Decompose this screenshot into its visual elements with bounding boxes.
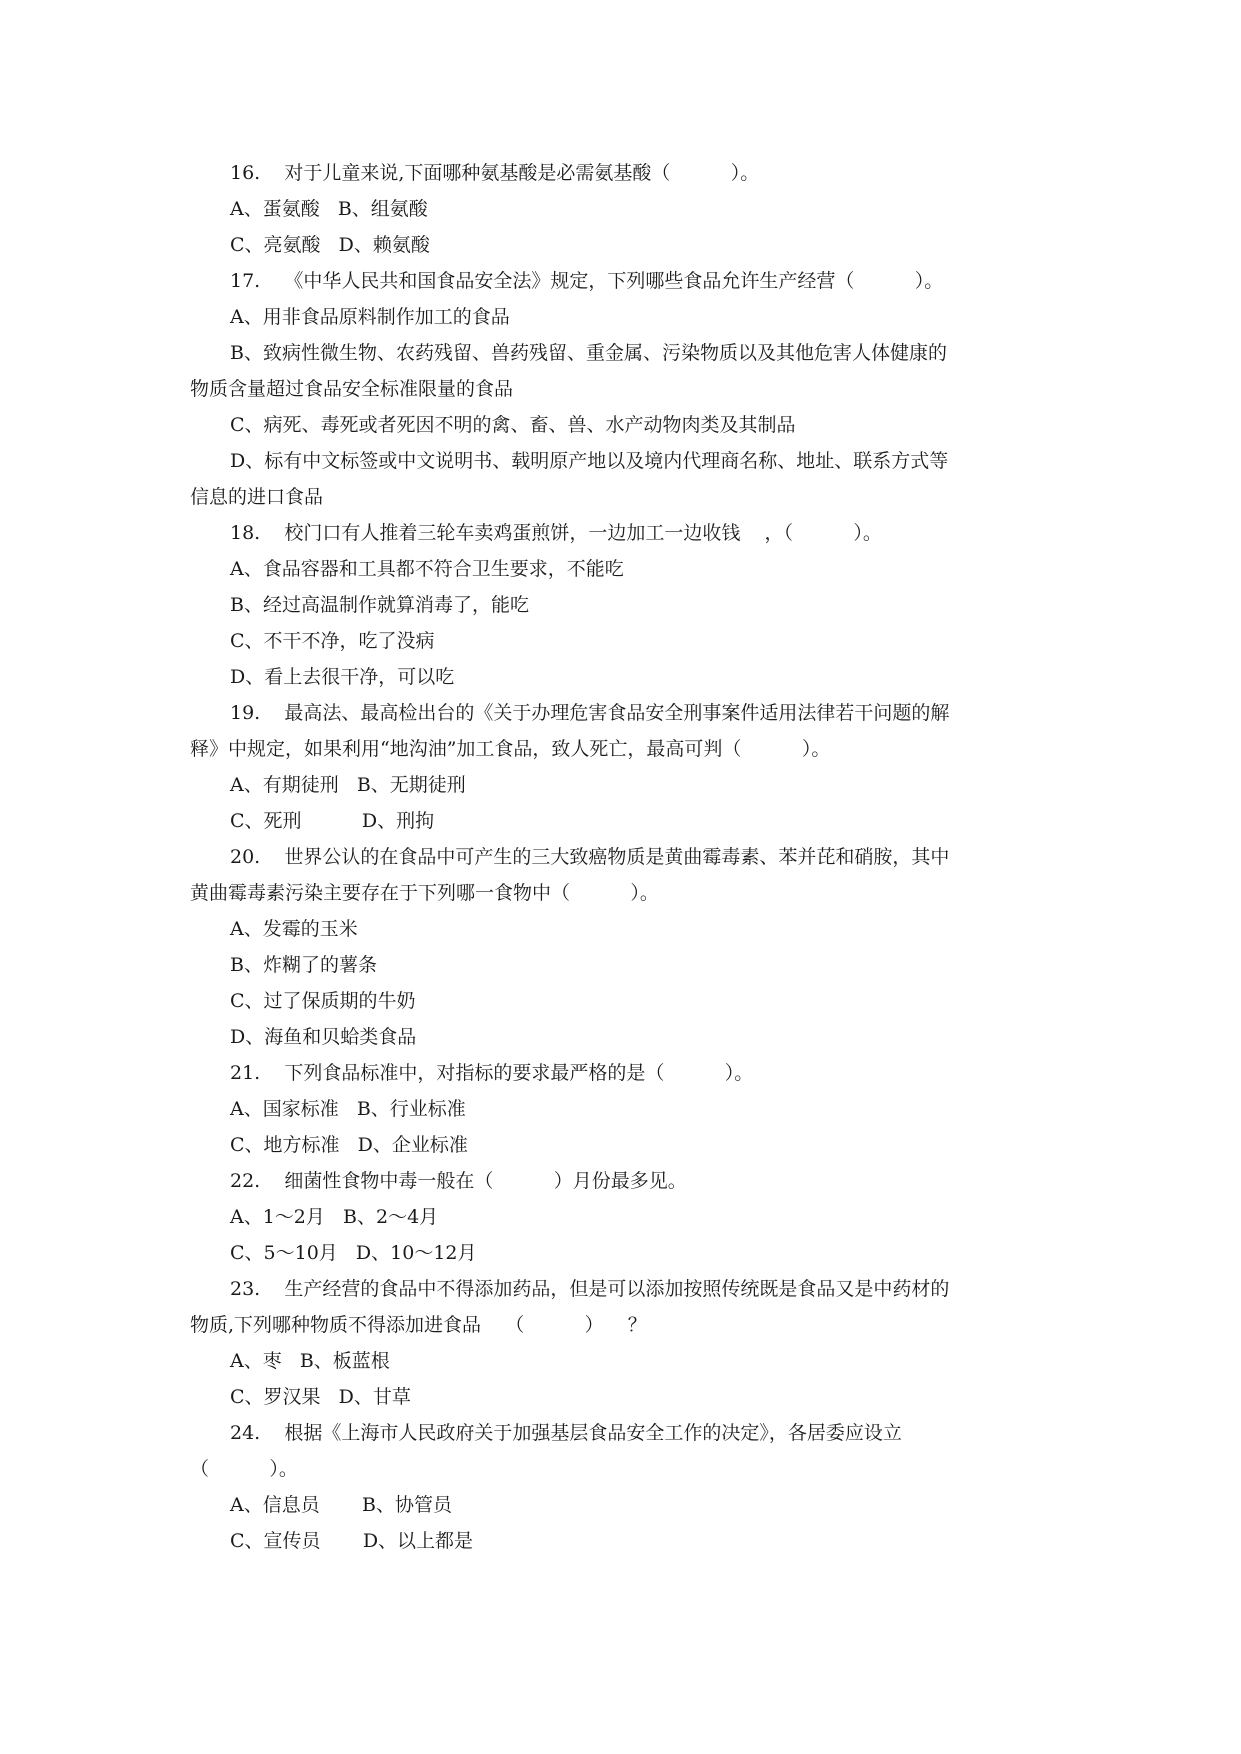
text-line: C、亮氨酸 D、赖氨酸 [230, 234, 430, 256]
text-line: 19. 最高法、最高检出台的《关于办理危害食品安全刑事案件适用法律若干问题的解 [230, 702, 950, 724]
text-line: D、海鱼和贝蛤类食品 [230, 1026, 417, 1048]
text-line: 17. 《中华人民共和国食品安全法》规定，下列哪些食品允许生产经营（ ）。 [230, 270, 944, 292]
text-line: 18. 校门口有人推着三轮车卖鸡蛋煎饼，一边加工一边收钱 ，（ ）。 [230, 522, 882, 544]
text-line: 21. 下列食品标准中，对指标的要求最严格的是（ ）。 [230, 1062, 754, 1084]
text-line-continuation: 物质,下列哪种物质不得添加进食品 （ ） ？ [190, 1314, 647, 1336]
text-line: C、不干不净，吃了没病 [230, 630, 435, 652]
text-line-continuation: 黄曲霉毒素污染主要存在于下列哪一食物中（ ）。 [190, 882, 659, 904]
text-line: 23. 生产经营的食品中不得添加药品，但是可以添加按照传统既是食品又是中药材的 [230, 1278, 950, 1300]
text-line: C、罗汉果 D、甘草 [230, 1386, 411, 1408]
text-line: C、死刑 D、刑拘 [230, 810, 435, 832]
text-line: A、信息员 B、协管员 [230, 1494, 452, 1516]
text-line: A、食品容器和工具都不符合卫生要求，不能吃 [230, 558, 624, 580]
text-line: A、枣 B、板蓝根 [230, 1350, 390, 1372]
text-line: A、有期徒刑 B、无期徒刑 [230, 774, 466, 796]
text-line: D、标有中文标签或中文说明书、载明原产地以及境内代理商名称、地址、联系方式等 [230, 450, 949, 472]
text-line: C、5～10月 D、10～12月 [230, 1242, 477, 1264]
text-line: B、经过高温制作就算消毒了，能吃 [230, 594, 529, 616]
text-line: C、病死、毒死或者死因不明的禽、畜、兽、水产动物肉类及其制品 [230, 414, 796, 436]
text-line: A、蛋氨酸 B、组氨酸 [230, 198, 428, 220]
text-line: C、地方标准 D、企业标准 [230, 1134, 468, 1156]
text-line: A、发霉的玉米 [230, 918, 358, 940]
text-line: C、宣传员 D、以上都是 [230, 1530, 474, 1552]
text-line: C、过了保质期的牛奶 [230, 990, 416, 1012]
text-line-continuation: 释》中规定，如果利用“地沟油”加工食品，致人死亡，最高可判（ ）。 [190, 738, 831, 760]
text-line: B、致病性微生物、农药残留、兽药残留、重金属、污染物质以及其他危害人体健康的 [230, 342, 947, 364]
text-line: 22. 细菌性食物中毒一般在（ ）月份最多见。 [230, 1170, 687, 1192]
text-line: 20. 世界公认的在食品中可产生的三大致癌物质是黄曲霉毒素、苯并芘和硝胺，其中 [230, 846, 950, 868]
text-line-continuation: 信息的进口食品 [190, 486, 324, 508]
text-line: B、炸糊了的薯条 [230, 954, 377, 976]
text-line-continuation: 物质含量超过食品安全标准限量的食品 [190, 378, 514, 400]
text-line: D、看上去很干净，可以吃 [230, 666, 455, 688]
question-list [190, 155, 1052, 1559]
text-line: 24. 根据《上海市人民政府关于加强基层食品安全工作的决定》，各居委应设立 [230, 1422, 902, 1444]
text-line: A、用非食品原料制作加工的食品 [230, 306, 510, 328]
text-line-continuation: （ ）。 [190, 1458, 298, 1480]
text-line: 16. 对于儿童来说,下面哪种氨基酸是必需氨基酸（ ）。 [230, 162, 760, 184]
text-line: A、国家标准 B、行业标准 [230, 1098, 466, 1120]
text-line: A、1～2月 B、2～4月 [230, 1206, 439, 1228]
